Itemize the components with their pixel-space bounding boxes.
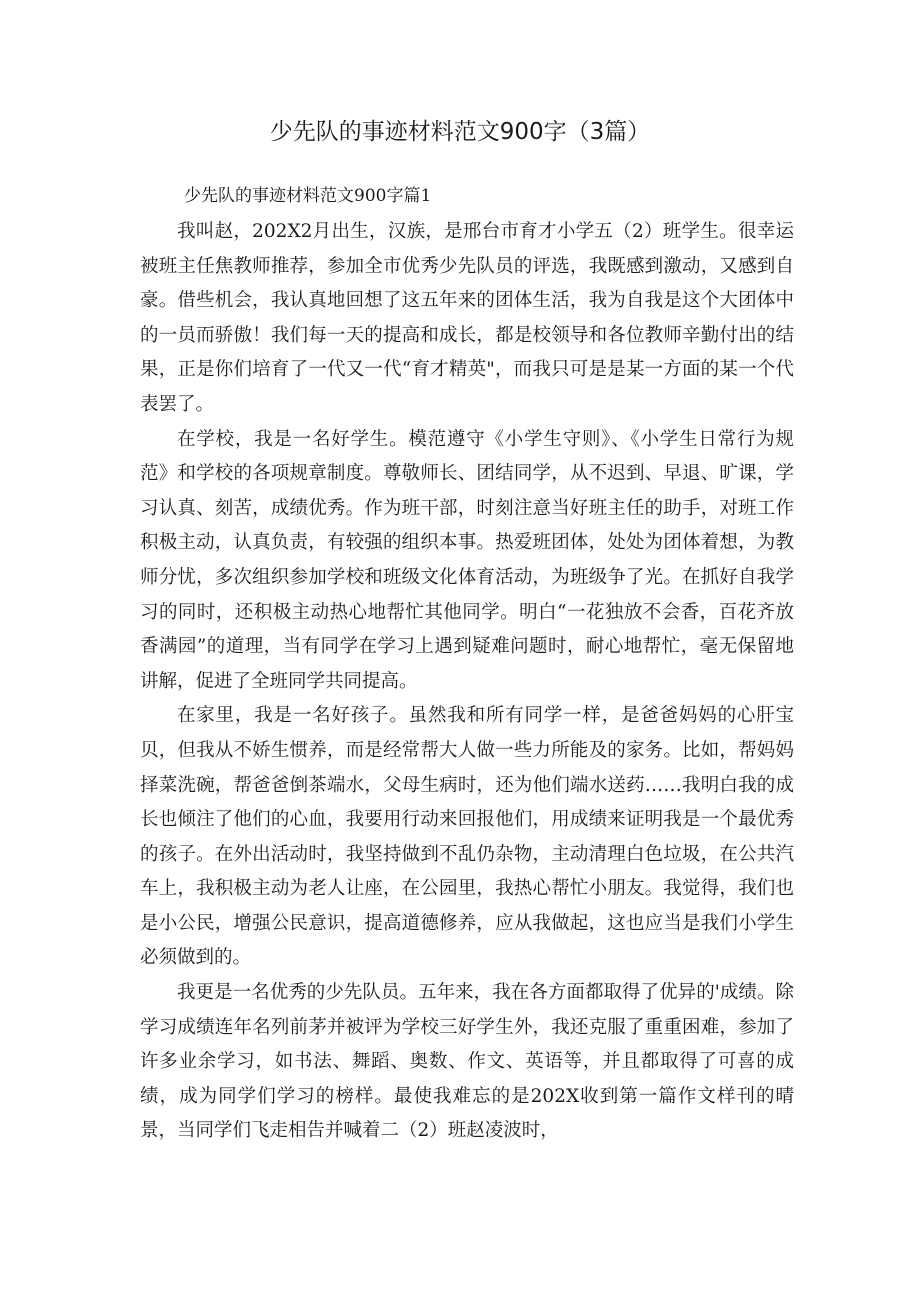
paragraph-4: 我更是一名优秀的少先队员。五年来，我在各方面都取得了优异的'成绩。除学习成绩连年名列前茅并被评为学校三好学生外，我还克服了重重困难，参加了许多业余学习，如书法、舞蹈、奥数、作文、英语等，并且都取得了可喜的成绩，成为同学们学习的榜样。最使我难忘的是202X收到第一篇作文样刊的晴景，当同学们飞走相告并喊着二（2）班赵凌波时， bbox=[140, 982, 794, 1142]
paragraph-3: 在家里，我是一名好孩子。虽然我和所有同学一样，是爸爸妈妈的心肝宝贝，但我从不娇生惯养，而是经常帮大人做一些力所能及的家务。比如，帮妈妈择菜洗碗，帮爸爸倒茶端水，父母生病时，还为他们端水送药……我明白我的成长也倾注了他们的心血，我要用行动来回报他们，用成绩来证明我是一个最优秀的孩子。在外出活动时，我坚持做到不乱仍杂物，主动清理白色垃圾，在公共汽车上，我积极主动为老人让座，在公园里，我热心帮忙小朋友。我觉得，我们也是小公民，增强公民意识，提高道德修养，应从我做起，这也应当是我们小学生必须做到的。 bbox=[140, 705, 794, 969]
section-heading: 少先队的事迹材料范文900字篇1 bbox=[184, 186, 432, 206]
document-body bbox=[140, 215, 794, 1149]
paragraph-2: 在学校，我是一名好学生。模范遵守《小学生守则》、《小学生日常行为规范》和学校的各项规章制度。尊敬师长、团结同学，从不迟到、早退、旷课，学习认真、刻苦，成绩优秀。作为班干部，时刻注意当好班主任的助手，对班工作积极主动，认真负责，有较强的组织本事。热爱班团体，处处为团体着想，为教师分忧，多次组织参加学校和班级文化体育活动，为班级争了光。在抓好自我学习的同时，还积极主动热心地帮忙其他同学。明白“一花独放不会香，百花齐放香满园”的道理，当有同学在学习上遇到疑难问题时，耐心地帮忙，毫无保留地讲解，促进了全班同学共同提高。 bbox=[140, 428, 794, 692]
document-title: 少先队的事迹材料范文900字（3篇） bbox=[269, 119, 651, 145]
paragraph-1: 我叫赵，202X2月出生，汉族，是邢台市育才小学五（2）班学生。很幸运被班主任焦教师推荐，参加全市优秀少先队员的评选，我既感到激动，又感到自豪。借些机会，我认真地回想了这五年来的团体生活，我为自我是这个大团体中的一员而骄傲！我们每一天的提高和成长，都是校领导和各位教师辛勤付出的结果，正是你们培育了一代又一代“育才精英"，而我只可是是某一方面的某一个代表罢了。 bbox=[140, 221, 794, 415]
